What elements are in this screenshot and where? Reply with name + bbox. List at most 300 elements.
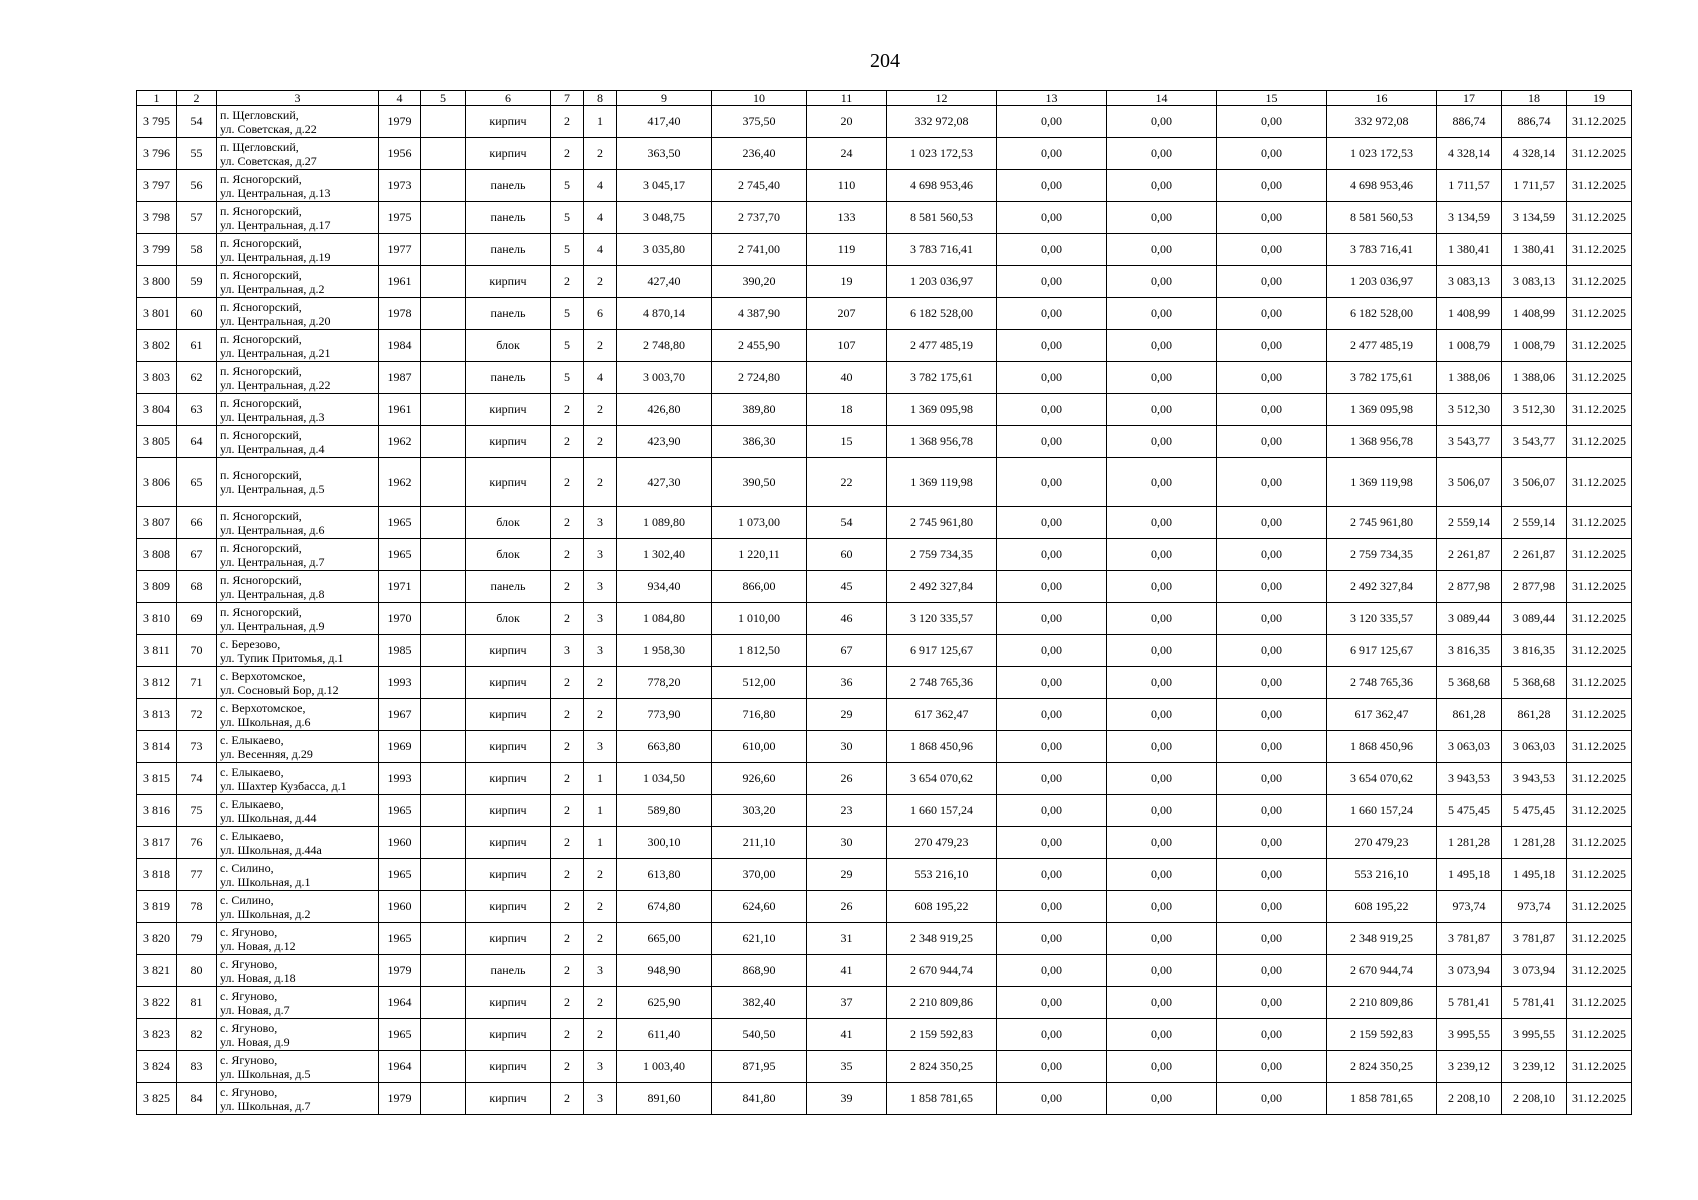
cell-c8: 2	[584, 138, 617, 170]
table-row	[137, 362, 1632, 394]
cell-c11: 31	[807, 923, 887, 955]
cell-c14: 0,00	[1107, 507, 1217, 539]
cell-c18: 3 512,30	[1502, 394, 1567, 426]
cell-c17: 5 368,68	[1437, 667, 1502, 699]
cell-c6: кирпич	[466, 667, 551, 699]
address-street: ул. Школьная, д.5	[220, 1066, 311, 1081]
cell-c14: 0,00	[1107, 539, 1217, 571]
cell-c17: 1 495,18	[1437, 859, 1502, 891]
address-settlement: с. Верхотомское,	[220, 700, 306, 715]
cell-c4: 1993	[379, 667, 421, 699]
column-number-cell: 2	[177, 91, 217, 106]
address-street: ул. Сосновый Бор, д.12	[220, 682, 339, 697]
address-street: ул. Советская, д.22	[220, 121, 317, 136]
cell-c17: 3 781,87	[1437, 923, 1502, 955]
cell-c2: 80	[177, 955, 217, 987]
cell-c1: 3 822	[137, 987, 177, 1019]
cell-c17: 3 089,44	[1437, 603, 1502, 635]
table-row	[137, 394, 1632, 426]
cell-c17: 1 408,99	[1437, 298, 1502, 330]
cell-c18: 3 134,59	[1502, 202, 1567, 234]
cell-c16: 2 759 734,35	[1327, 539, 1437, 571]
cell-c7: 2	[551, 923, 584, 955]
cell-c18: 886,74	[1502, 106, 1567, 138]
column-number-cell: 16	[1327, 91, 1437, 106]
cell-c19: 31.12.2025	[1567, 234, 1632, 266]
cell-c9: 891,60	[617, 1083, 712, 1115]
cell-c10: 868,90	[712, 955, 807, 987]
cell-c9: 363,50	[617, 138, 712, 170]
cell-c5	[421, 731, 466, 763]
cell-c10: 866,00	[712, 571, 807, 603]
cell-c17: 3 506,07	[1437, 458, 1502, 507]
column-number-cell: 17	[1437, 91, 1502, 106]
cell-c18: 5 368,68	[1502, 667, 1567, 699]
cell-c9: 1 958,30	[617, 635, 712, 667]
cell-c5	[421, 987, 466, 1019]
cell-c19: 31.12.2025	[1567, 426, 1632, 458]
cell-c6: блок	[466, 603, 551, 635]
cell-c6: кирпич	[466, 635, 551, 667]
cell-c11: 35	[807, 1051, 887, 1083]
address-cell	[217, 859, 379, 891]
table-row	[137, 458, 1632, 507]
cell-c1: 3 795	[137, 106, 177, 138]
cell-c15: 0,00	[1217, 138, 1327, 170]
cell-c7: 2	[551, 266, 584, 298]
table-row	[137, 507, 1632, 539]
cell-c8: 2	[584, 426, 617, 458]
cell-c6: панель	[466, 202, 551, 234]
cell-c6: кирпич	[466, 795, 551, 827]
address-settlement: п. Ясногорский,	[220, 235, 302, 250]
cell-c9: 3 048,75	[617, 202, 712, 234]
cell-c17: 3 943,53	[1437, 763, 1502, 795]
column-number-cell: 15	[1217, 91, 1327, 106]
cell-c4: 1965	[379, 539, 421, 571]
cell-c4: 1984	[379, 330, 421, 362]
cell-c1: 3 818	[137, 859, 177, 891]
housing-table	[136, 90, 1632, 1115]
cell-c12: 1 023 172,53	[887, 138, 997, 170]
cell-c19: 31.12.2025	[1567, 106, 1632, 138]
cell-c4: 1985	[379, 635, 421, 667]
cell-c17: 3 543,77	[1437, 426, 1502, 458]
cell-c5	[421, 330, 466, 362]
cell-c17: 2 877,98	[1437, 571, 1502, 603]
address-street: ул. Школьная, д.7	[220, 1098, 311, 1113]
cell-c4: 1962	[379, 458, 421, 507]
cell-c6: кирпич	[466, 138, 551, 170]
cell-c18: 1 408,99	[1502, 298, 1567, 330]
cell-c18: 1 388,06	[1502, 362, 1567, 394]
cell-c12: 3 654 070,62	[887, 763, 997, 795]
address-cell	[217, 1083, 379, 1115]
cell-c6: панель	[466, 955, 551, 987]
address-settlement: с. Силино,	[220, 892, 274, 907]
cell-c15: 0,00	[1217, 731, 1327, 763]
cell-c15: 0,00	[1217, 426, 1327, 458]
cell-c12: 2 477 485,19	[887, 330, 997, 362]
column-number-cell: 14	[1107, 91, 1217, 106]
cell-c18: 2 261,87	[1502, 539, 1567, 571]
cell-c10: 382,40	[712, 987, 807, 1019]
cell-c19: 31.12.2025	[1567, 763, 1632, 795]
cell-c19: 31.12.2025	[1567, 667, 1632, 699]
cell-c17: 4 328,14	[1437, 138, 1502, 170]
cell-c13: 0,00	[997, 795, 1107, 827]
table-row	[137, 795, 1632, 827]
cell-c15: 0,00	[1217, 603, 1327, 635]
cell-c14: 0,00	[1107, 603, 1217, 635]
address-street: ул. Центральная, д.22	[220, 377, 331, 392]
cell-c1: 3 812	[137, 667, 177, 699]
cell-c11: 54	[807, 507, 887, 539]
cell-c18: 3 073,94	[1502, 955, 1567, 987]
address-settlement: п. Ясногорский,	[220, 427, 302, 442]
address-street: ул. Центральная, д.21	[220, 345, 331, 360]
cell-c9: 934,40	[617, 571, 712, 603]
cell-c10: 540,50	[712, 1019, 807, 1051]
cell-c18: 2 877,98	[1502, 571, 1567, 603]
page-number: 204	[870, 50, 900, 72]
cell-c9: 778,20	[617, 667, 712, 699]
cell-c7: 2	[551, 106, 584, 138]
cell-c10: 2 745,40	[712, 170, 807, 202]
cell-c9: 426,80	[617, 394, 712, 426]
cell-c8: 3	[584, 731, 617, 763]
cell-c11: 207	[807, 298, 887, 330]
cell-c12: 608 195,22	[887, 891, 997, 923]
cell-c19: 31.12.2025	[1567, 362, 1632, 394]
cell-c2: 79	[177, 923, 217, 955]
address-street: ул. Школьная, д.44а	[220, 842, 322, 857]
table-row	[137, 138, 1632, 170]
cell-c14: 0,00	[1107, 635, 1217, 667]
cell-c1: 3 806	[137, 458, 177, 507]
cell-c16: 553 216,10	[1327, 859, 1437, 891]
table-row	[137, 106, 1632, 138]
cell-c7: 5	[551, 298, 584, 330]
cell-c17: 5 781,41	[1437, 987, 1502, 1019]
table-row	[137, 202, 1632, 234]
cell-c2: 56	[177, 170, 217, 202]
cell-c14: 0,00	[1107, 1083, 1217, 1115]
cell-c7: 2	[551, 667, 584, 699]
address-settlement: с. Верхотомское,	[220, 668, 306, 683]
cell-c7: 5	[551, 330, 584, 362]
cell-c1: 3 816	[137, 795, 177, 827]
cell-c12: 1 858 781,65	[887, 1083, 997, 1115]
cell-c11: 18	[807, 394, 887, 426]
address-settlement: п. Ясногорский,	[220, 171, 302, 186]
cell-c10: 386,30	[712, 426, 807, 458]
address-street: ул. Центральная, д.6	[220, 522, 325, 537]
cell-c5	[421, 1051, 466, 1083]
cell-c5	[421, 1083, 466, 1115]
cell-c14: 0,00	[1107, 458, 1217, 507]
cell-c17: 3 995,55	[1437, 1019, 1502, 1051]
cell-c16: 2 492 327,84	[1327, 571, 1437, 603]
cell-c7: 2	[551, 699, 584, 731]
cell-c14: 0,00	[1107, 330, 1217, 362]
table-row	[137, 571, 1632, 603]
cell-c2: 76	[177, 827, 217, 859]
cell-c18: 1 380,41	[1502, 234, 1567, 266]
address-cell	[217, 603, 379, 635]
cell-c12: 3 120 335,57	[887, 603, 997, 635]
cell-c9: 3 003,70	[617, 362, 712, 394]
cell-c6: панель	[466, 362, 551, 394]
address-cell	[217, 539, 379, 571]
cell-c1: 3 825	[137, 1083, 177, 1115]
cell-c6: кирпич	[466, 827, 551, 859]
address-settlement: с. Ягуново,	[220, 988, 278, 1003]
cell-c11: 39	[807, 1083, 887, 1115]
cell-c6: кирпич	[466, 699, 551, 731]
cell-c11: 23	[807, 795, 887, 827]
address-cell	[217, 138, 379, 170]
cell-c14: 0,00	[1107, 955, 1217, 987]
address-street: ул. Новая, д.18	[220, 970, 296, 985]
address-settlement: с. Елыкаево,	[220, 764, 284, 779]
cell-c6: кирпич	[466, 859, 551, 891]
cell-c1: 3 796	[137, 138, 177, 170]
cell-c11: 24	[807, 138, 887, 170]
cell-c12: 6 917 125,67	[887, 635, 997, 667]
cell-c4: 1960	[379, 891, 421, 923]
cell-c12: 617 362,47	[887, 699, 997, 731]
cell-c10: 624,60	[712, 891, 807, 923]
cell-c17: 2 261,87	[1437, 539, 1502, 571]
cell-c8: 4	[584, 362, 617, 394]
cell-c11: 41	[807, 1019, 887, 1051]
cell-c6: панель	[466, 234, 551, 266]
table-row	[137, 891, 1632, 923]
cell-c13: 0,00	[997, 955, 1107, 987]
address-settlement: п. Ясногорский,	[220, 468, 302, 482]
address-cell	[217, 699, 379, 731]
cell-c14: 0,00	[1107, 106, 1217, 138]
cell-c10: 1 073,00	[712, 507, 807, 539]
cell-c5	[421, 362, 466, 394]
cell-c12: 270 479,23	[887, 827, 997, 859]
table-row	[137, 699, 1632, 731]
cell-c2: 64	[177, 426, 217, 458]
cell-c2: 63	[177, 394, 217, 426]
cell-c15: 0,00	[1217, 266, 1327, 298]
cell-c19: 31.12.2025	[1567, 1051, 1632, 1083]
cell-c11: 30	[807, 827, 887, 859]
cell-c19: 31.12.2025	[1567, 955, 1632, 987]
table-row	[137, 955, 1632, 987]
cell-c17: 3 816,35	[1437, 635, 1502, 667]
cell-c15: 0,00	[1217, 298, 1327, 330]
cell-c17: 973,74	[1437, 891, 1502, 923]
cell-c18: 1 281,28	[1502, 827, 1567, 859]
address-cell	[217, 266, 379, 298]
cell-c17: 3 512,30	[1437, 394, 1502, 426]
cell-c4: 1978	[379, 298, 421, 330]
cell-c16: 4 698 953,46	[1327, 170, 1437, 202]
cell-c18: 1 495,18	[1502, 859, 1567, 891]
address-cell	[217, 891, 379, 923]
cell-c9: 611,40	[617, 1019, 712, 1051]
cell-c15: 0,00	[1217, 763, 1327, 795]
column-number-row	[137, 91, 1632, 106]
cell-c16: 617 362,47	[1327, 699, 1437, 731]
cell-c6: кирпич	[466, 1019, 551, 1051]
cell-c12: 1 369 119,98	[887, 458, 997, 507]
cell-c11: 37	[807, 987, 887, 1019]
cell-c18: 3 543,77	[1502, 426, 1567, 458]
cell-c16: 2 824 350,25	[1327, 1051, 1437, 1083]
column-number-cell: 4	[379, 91, 421, 106]
cell-c16: 6 182 528,00	[1327, 298, 1437, 330]
cell-c19: 31.12.2025	[1567, 923, 1632, 955]
column-number-cell: 7	[551, 91, 584, 106]
address-street: ул. Школьная, д.44	[220, 810, 317, 825]
cell-c7: 3	[551, 635, 584, 667]
table-row	[137, 859, 1632, 891]
cell-c7: 2	[551, 987, 584, 1019]
cell-c1: 3 820	[137, 923, 177, 955]
cell-c9: 665,00	[617, 923, 712, 955]
cell-c2: 55	[177, 138, 217, 170]
cell-c16: 3 120 335,57	[1327, 603, 1437, 635]
cell-c4: 1975	[379, 202, 421, 234]
cell-c2: 72	[177, 699, 217, 731]
cell-c10: 211,10	[712, 827, 807, 859]
address-cell	[217, 458, 379, 507]
cell-c14: 0,00	[1107, 859, 1217, 891]
cell-c14: 0,00	[1107, 234, 1217, 266]
cell-c14: 0,00	[1107, 426, 1217, 458]
cell-c16: 3 783 716,41	[1327, 234, 1437, 266]
address-street: ул. Центральная, д.20	[220, 313, 331, 328]
cell-c8: 6	[584, 298, 617, 330]
cell-c10: 716,80	[712, 699, 807, 731]
cell-c15: 0,00	[1217, 571, 1327, 603]
table-row	[137, 1083, 1632, 1115]
cell-c11: 67	[807, 635, 887, 667]
cell-c16: 2 159 592,83	[1327, 1019, 1437, 1051]
address-settlement: п. Ясногорский,	[220, 203, 302, 218]
column-number-cell: 8	[584, 91, 617, 106]
cell-c15: 0,00	[1217, 635, 1327, 667]
cell-c19: 31.12.2025	[1567, 1019, 1632, 1051]
cell-c5	[421, 202, 466, 234]
cell-c2: 66	[177, 507, 217, 539]
cell-c18: 5 781,41	[1502, 987, 1567, 1019]
cell-c13: 0,00	[997, 539, 1107, 571]
cell-c19: 31.12.2025	[1567, 827, 1632, 859]
cell-c4: 1969	[379, 731, 421, 763]
cell-c11: 15	[807, 426, 887, 458]
cell-c10: 390,50	[712, 458, 807, 507]
cell-c7: 2	[551, 827, 584, 859]
cell-c13: 0,00	[997, 731, 1107, 763]
address-settlement: с. Елыкаево,	[220, 732, 284, 747]
cell-c2: 74	[177, 763, 217, 795]
cell-c6: кирпич	[466, 987, 551, 1019]
cell-c13: 0,00	[997, 138, 1107, 170]
cell-c5	[421, 266, 466, 298]
cell-c4: 1967	[379, 699, 421, 731]
cell-c17: 1 281,28	[1437, 827, 1502, 859]
cell-c1: 3 809	[137, 571, 177, 603]
cell-c16: 8 581 560,53	[1327, 202, 1437, 234]
cell-c15: 0,00	[1217, 362, 1327, 394]
cell-c8: 3	[584, 1083, 617, 1115]
cell-c15: 0,00	[1217, 795, 1327, 827]
cell-c4: 1973	[379, 170, 421, 202]
cell-c9: 589,80	[617, 795, 712, 827]
cell-c8: 3	[584, 955, 617, 987]
cell-c18: 3 083,13	[1502, 266, 1567, 298]
cell-c17: 3 063,03	[1437, 731, 1502, 763]
cell-c6: панель	[466, 170, 551, 202]
cell-c12: 1 868 450,96	[887, 731, 997, 763]
cell-c7: 2	[551, 426, 584, 458]
address-street: ул. Центральная, д.8	[220, 586, 325, 601]
cell-c13: 0,00	[997, 106, 1107, 138]
cell-c12: 2 670 944,74	[887, 955, 997, 987]
table-row	[137, 298, 1632, 330]
cell-c5	[421, 795, 466, 827]
address-street: ул. Новая, д.9	[220, 1034, 290, 1049]
cell-c16: 3 654 070,62	[1327, 763, 1437, 795]
cell-c10: 841,80	[712, 1083, 807, 1115]
cell-c9: 4 870,14	[617, 298, 712, 330]
cell-c7: 2	[551, 859, 584, 891]
cell-c15: 0,00	[1217, 234, 1327, 266]
cell-c2: 77	[177, 859, 217, 891]
cell-c6: кирпич	[466, 394, 551, 426]
cell-c2: 68	[177, 571, 217, 603]
cell-c6: панель	[466, 298, 551, 330]
cell-c14: 0,00	[1107, 891, 1217, 923]
cell-c15: 0,00	[1217, 170, 1327, 202]
cell-c12: 2 159 592,83	[887, 1019, 997, 1051]
cell-c8: 2	[584, 891, 617, 923]
cell-c5	[421, 298, 466, 330]
address-cell	[217, 987, 379, 1019]
cell-c10: 390,20	[712, 266, 807, 298]
cell-c4: 1961	[379, 394, 421, 426]
cell-c11: 119	[807, 234, 887, 266]
cell-c8: 3	[584, 603, 617, 635]
cell-c16: 608 195,22	[1327, 891, 1437, 923]
table-row	[137, 987, 1632, 1019]
cell-c6: кирпич	[466, 458, 551, 507]
cell-c6: кирпич	[466, 266, 551, 298]
cell-c13: 0,00	[997, 426, 1107, 458]
cell-c12: 3 783 716,41	[887, 234, 997, 266]
cell-c2: 84	[177, 1083, 217, 1115]
cell-c17: 1 388,06	[1437, 362, 1502, 394]
cell-c15: 0,00	[1217, 891, 1327, 923]
cell-c13: 0,00	[997, 667, 1107, 699]
cell-c19: 31.12.2025	[1567, 330, 1632, 362]
cell-c17: 3 073,94	[1437, 955, 1502, 987]
cell-c18: 3 239,12	[1502, 1051, 1567, 1083]
cell-c2: 65	[177, 458, 217, 507]
cell-c13: 0,00	[997, 763, 1107, 795]
cell-c19: 31.12.2025	[1567, 731, 1632, 763]
cell-c7: 2	[551, 955, 584, 987]
cell-c14: 0,00	[1107, 266, 1217, 298]
